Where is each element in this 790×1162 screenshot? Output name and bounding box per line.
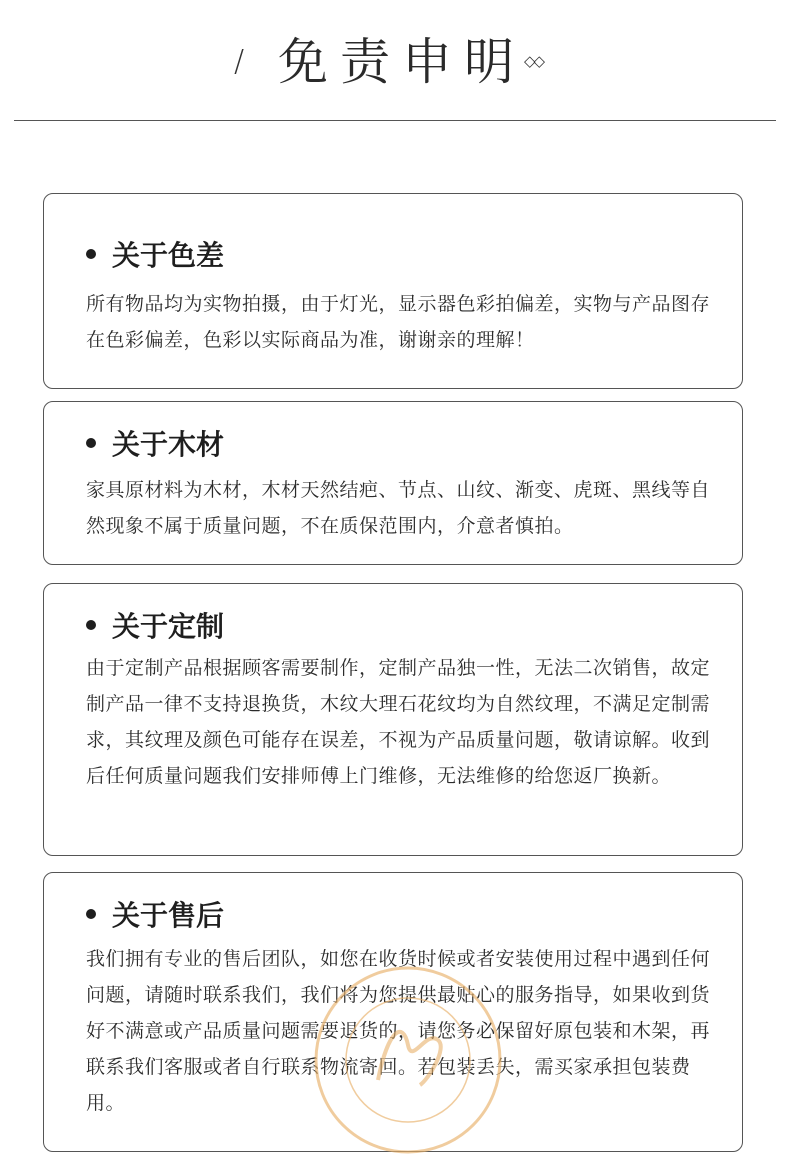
card-body: 由于定制产品根据顾客需要制作，定制产品独一性，无法二次销售，故定制产品一律不支持退换货，木纹大理石花纹均为自然纹理，不满足定制需求，其纹理及颜色可能存在误差，不视为产品质量问题，敬请谅解。收到后任何质量问题我们安排师傅上门维修，无法维修的给您返厂换新。 bbox=[86, 657, 711, 787]
bullet-dot-icon bbox=[86, 909, 96, 919]
page-title: 免责申明 bbox=[278, 33, 526, 91]
bullet-dot-icon bbox=[86, 620, 96, 630]
page-header bbox=[0, 0, 790, 122]
card-heading bbox=[86, 239, 224, 273]
header-divider bbox=[14, 120, 776, 121]
card-body: 家具原材料为木材，木材天然结疤、节点、山纹、渐变、虎斑、黑线等自然现象不属于质量问题，不在质保范围内，介意者慎拍。 bbox=[86, 479, 711, 537]
card-heading-text: 关于木材 bbox=[112, 428, 225, 461]
diamond-decoration-icon: ◇◇ bbox=[524, 52, 544, 70]
bullet-dot-icon bbox=[86, 438, 96, 448]
wood-material-card bbox=[43, 401, 743, 565]
color-difference-card bbox=[43, 193, 743, 389]
card-heading bbox=[86, 610, 224, 644]
card-heading-text: 关于定制 bbox=[112, 610, 225, 643]
card-heading bbox=[86, 428, 224, 462]
card-body: 所有物品均为实物拍摄，由于灯光，显示器色彩拍偏差，实物与产品图存在色彩偏差，色彩以实际商品为准，谢谢亲的理解！ bbox=[86, 293, 711, 351]
customization-card bbox=[43, 583, 743, 856]
after-sales-card bbox=[43, 872, 743, 1152]
card-heading bbox=[86, 899, 224, 933]
title-slash-decoration: / bbox=[234, 44, 245, 79]
card-body: 我们拥有专业的售后团队，如您在收货时候或者安装使用过程中遇到任何问题，请随时联系我们，我们将为您提供最贴心的服务指导，如果收到货好不满意或产品质量问题需要退货的，请您务必保留好原包装和木架，再联系我们客服或者自行联系物流寄回。若包装丢失，需买家承担包装费用。 bbox=[86, 948, 711, 1114]
card-heading-text: 关于色差 bbox=[112, 239, 225, 272]
card-heading-text: 关于售后 bbox=[112, 899, 225, 932]
bullet-dot-icon bbox=[86, 249, 96, 259]
